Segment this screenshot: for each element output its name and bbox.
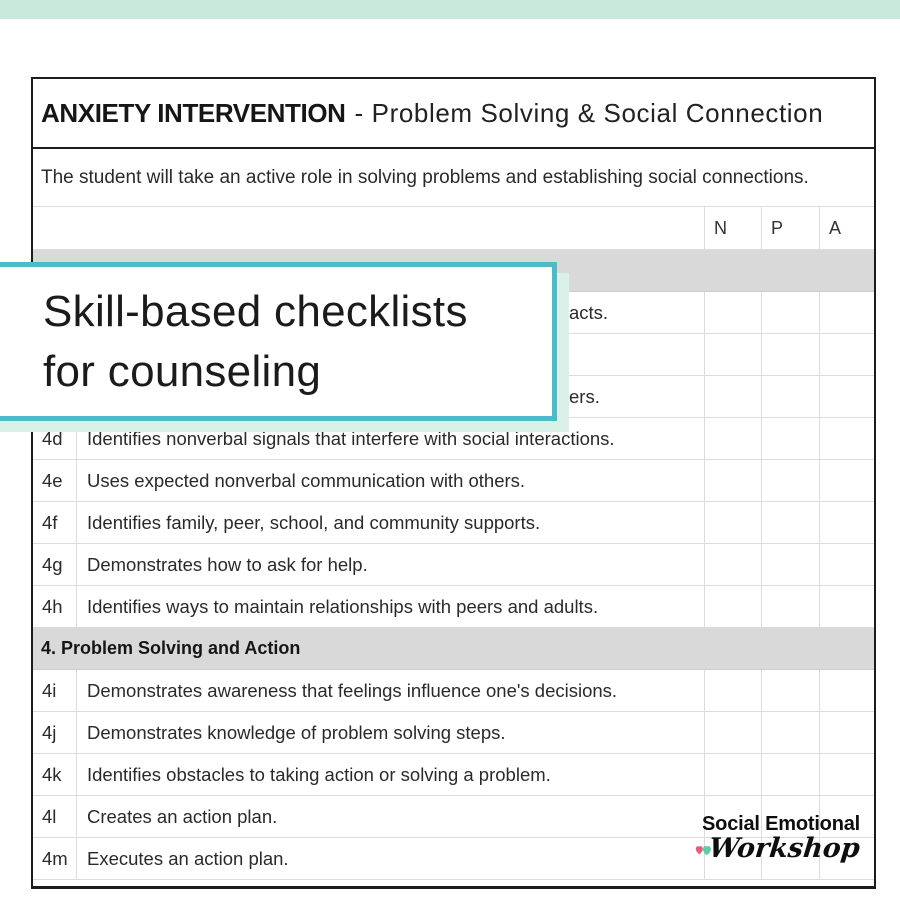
row-id: 4g bbox=[33, 544, 77, 585]
row-text: Identifies ways to maintain relationships with peers and adults. bbox=[87, 595, 599, 617]
row-text: Demonstrates how to ask for help. bbox=[87, 553, 368, 575]
logo-script-text: Workshop bbox=[707, 833, 862, 864]
rating-cell-n bbox=[704, 334, 761, 375]
row-id: 4k bbox=[33, 754, 77, 795]
table-row bbox=[33, 586, 874, 628]
rating-cell-p bbox=[761, 544, 819, 585]
goal-description-row bbox=[33, 149, 874, 207]
rating-column-a: A bbox=[819, 207, 874, 249]
row-text: Identifies family, peer, school, and community supports. bbox=[87, 511, 541, 533]
rating-cell-a bbox=[819, 544, 874, 585]
rating-cell-a bbox=[819, 754, 874, 795]
rating-columns-header bbox=[33, 207, 874, 250]
row-text: Identifies obstacles to taking action or solving a problem. bbox=[87, 763, 551, 785]
callout-line1: Skill-based checklists bbox=[43, 287, 468, 336]
rating-cell-a bbox=[819, 418, 874, 459]
logo-name-text: Social Emotional bbox=[702, 813, 860, 835]
mint-top-strip bbox=[0, 0, 900, 19]
row-text: ers. bbox=[569, 385, 600, 407]
table-row bbox=[33, 460, 874, 502]
rating-cell-a bbox=[819, 334, 874, 375]
row-id: 4h bbox=[33, 586, 77, 627]
section-header-text: 4. Problem Solving and Action bbox=[41, 638, 301, 658]
rating-cell-a bbox=[819, 502, 874, 543]
checklist-document bbox=[31, 77, 876, 889]
rating-cell-n bbox=[704, 544, 761, 585]
rating-cell-a bbox=[819, 586, 874, 627]
rating-header-spacer bbox=[33, 207, 704, 249]
rating-cell-p bbox=[761, 502, 819, 543]
rating-cell-a bbox=[819, 712, 874, 753]
row-text: acts. bbox=[569, 301, 609, 323]
rating-cell-a bbox=[819, 670, 874, 711]
rating-cell-n bbox=[704, 418, 761, 459]
document-title-bold: ANXIETY INTERVENTION bbox=[41, 97, 346, 128]
rating-cell-p bbox=[761, 712, 819, 753]
table-row bbox=[33, 502, 874, 544]
rating-cell-a bbox=[819, 376, 874, 417]
rating-column-n: N bbox=[704, 207, 761, 249]
rating-cell-a bbox=[819, 460, 874, 501]
rating-cell-n bbox=[704, 670, 761, 711]
table-row bbox=[33, 754, 874, 796]
rating-cell-n bbox=[704, 292, 761, 333]
rating-cell-p bbox=[761, 754, 819, 795]
rating-cell-p bbox=[761, 334, 819, 375]
rating-cell-n bbox=[704, 460, 761, 501]
document-title-row bbox=[33, 79, 874, 149]
row-id: 4d bbox=[33, 418, 77, 459]
row-id: 4f bbox=[33, 502, 77, 543]
promo-callout bbox=[0, 262, 557, 421]
rating-cell-p bbox=[761, 670, 819, 711]
row-text: Demonstrates knowledge of problem solving steps. bbox=[87, 721, 506, 743]
rating-column-p: P bbox=[761, 207, 819, 249]
row-id: 4i bbox=[33, 670, 77, 711]
section-header-row bbox=[33, 628, 874, 670]
rating-cell-p bbox=[761, 586, 819, 627]
row-text: Executes an action plan. bbox=[87, 847, 289, 869]
row-text: Creates an action plan. bbox=[87, 805, 278, 827]
rating-cell-n bbox=[704, 502, 761, 543]
brand-logo bbox=[695, 813, 860, 864]
rating-cell-n bbox=[704, 586, 761, 627]
table-row bbox=[33, 544, 874, 586]
document-title-subtitle: - Problem Solving & Social Connection bbox=[354, 97, 824, 128]
rating-cell-n bbox=[704, 754, 761, 795]
rating-cell-p bbox=[761, 376, 819, 417]
table-row bbox=[33, 712, 874, 754]
rating-cell-n bbox=[704, 376, 761, 417]
row-text: Demonstrates awareness that feelings influence one's decisions. bbox=[87, 679, 618, 701]
row-id: 4l bbox=[33, 796, 77, 837]
row-id: 4m bbox=[33, 838, 77, 879]
rating-cell-p bbox=[761, 460, 819, 501]
row-id: 4j bbox=[33, 712, 77, 753]
rating-cell-a bbox=[819, 292, 874, 333]
row-text: Uses expected nonverbal communication with others. bbox=[87, 469, 526, 491]
rating-cell-n bbox=[704, 712, 761, 753]
table-row bbox=[33, 670, 874, 712]
callout-line2: for counseling bbox=[43, 347, 322, 396]
rating-cell-p bbox=[761, 292, 819, 333]
row-text: Identifies nonverbal signals that interfere with social interactions. bbox=[87, 427, 615, 449]
goal-description-text: The student will take an active role in solving problems and establishing social connections. bbox=[41, 166, 809, 188]
rating-cell-p bbox=[761, 418, 819, 459]
row-id: 4e bbox=[33, 460, 77, 501]
table-row bbox=[33, 418, 874, 460]
